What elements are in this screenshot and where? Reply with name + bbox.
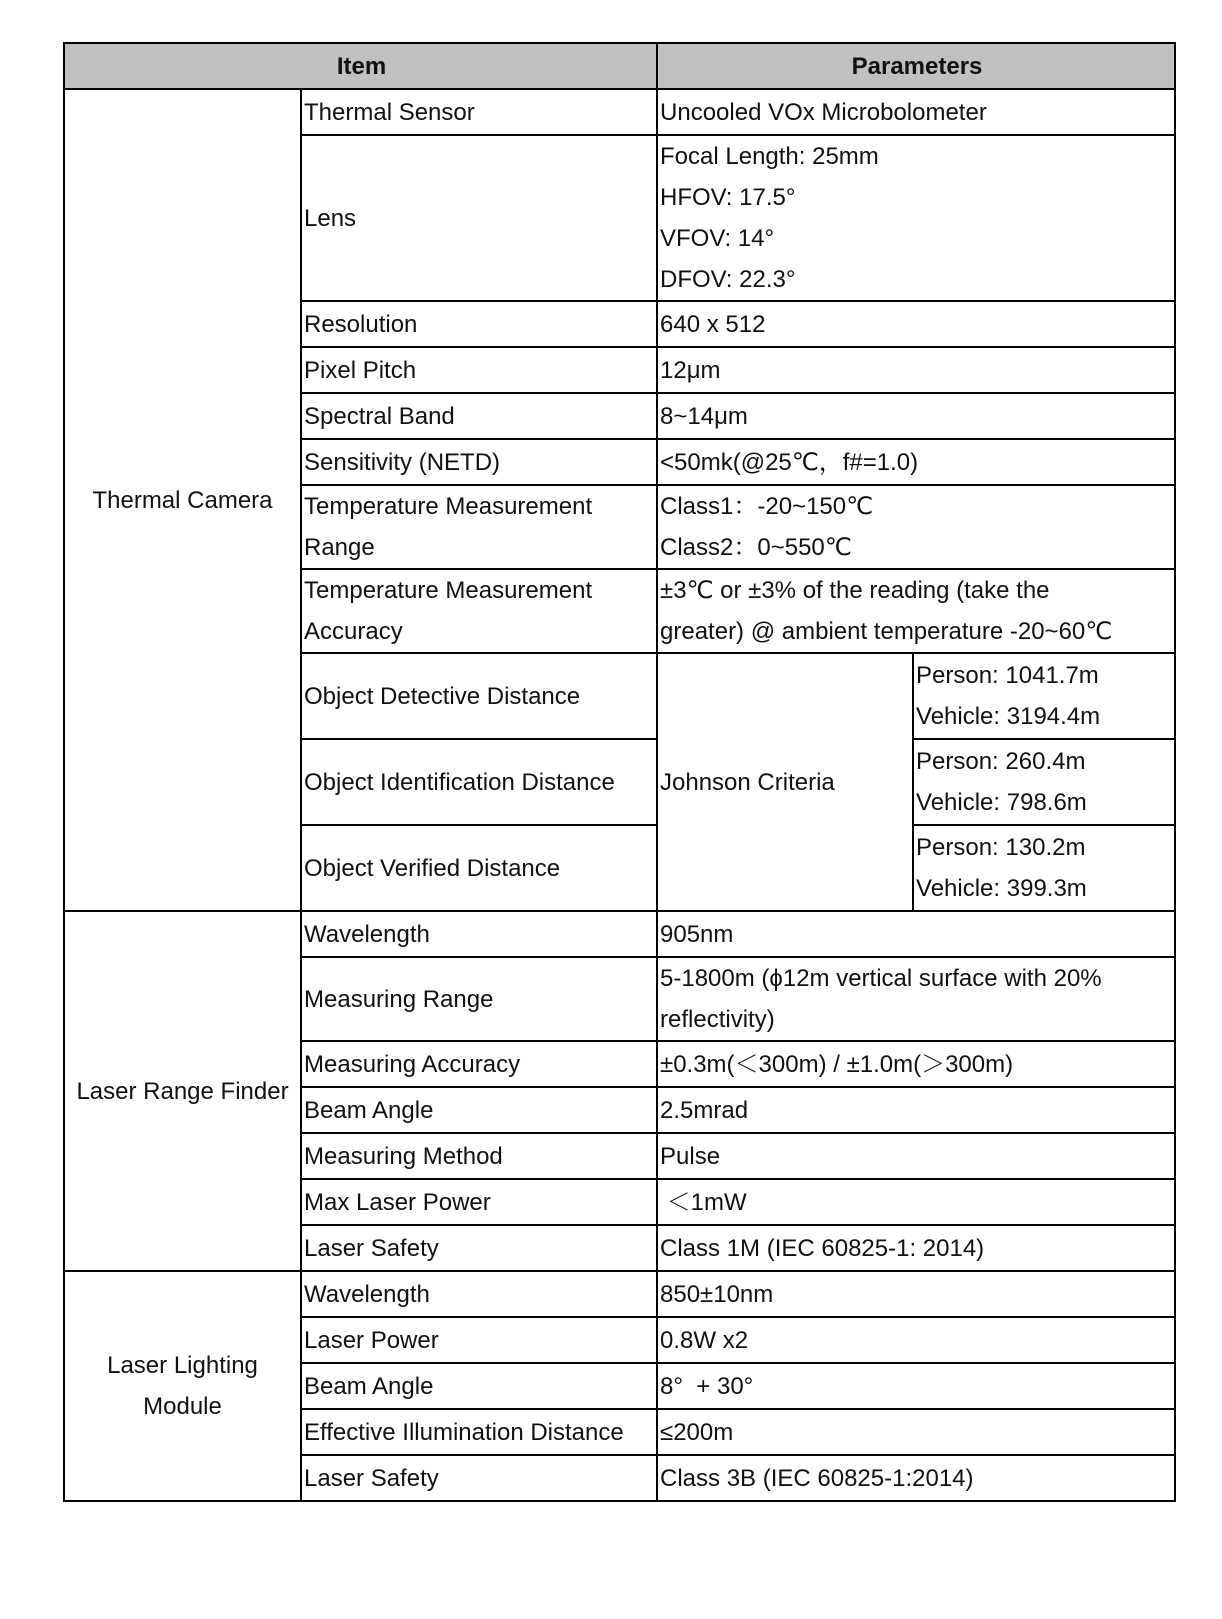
param-value: ≤200m bbox=[657, 1409, 1175, 1455]
param-value: 0.8W x2 bbox=[657, 1317, 1175, 1363]
item-label: Wavelength bbox=[301, 911, 657, 957]
param-line: VFOV: 14° bbox=[660, 225, 775, 252]
param-line: ±3℃ or ±3% of the reading (take the bbox=[660, 577, 1050, 604]
category-thermal-camera: Thermal Camera bbox=[64, 89, 301, 911]
param-line: DFOV: 22.3° bbox=[660, 266, 796, 293]
item-label: Spectral Band bbox=[301, 393, 657, 439]
param-value: 640 x 512 bbox=[657, 301, 1175, 347]
item-label: Lens bbox=[301, 135, 657, 301]
vehicle-distance: Vehicle: 3194.4m bbox=[916, 703, 1101, 730]
item-label: Object Identification Distance bbox=[301, 739, 657, 825]
param-value bbox=[657, 957, 1175, 1041]
specification-table bbox=[63, 42, 1176, 1502]
distance-value bbox=[913, 825, 1175, 911]
header-item: Item bbox=[64, 43, 657, 89]
param-line: reflectivity) bbox=[660, 1006, 775, 1033]
category-laser-range-finder: Laser Range Finder bbox=[64, 911, 301, 1271]
item-line: Range bbox=[304, 534, 375, 561]
param-value: 8~14μm bbox=[657, 393, 1175, 439]
param-value: Pulse bbox=[657, 1133, 1175, 1179]
param-value: Class 3B (IEC 60825-1:2014) bbox=[657, 1455, 1175, 1501]
item-label: Max Laser Power bbox=[301, 1179, 657, 1225]
param-line: Class1：-20~150℃ bbox=[660, 493, 874, 520]
param-line: Class2：0~550℃ bbox=[660, 534, 852, 561]
table-row bbox=[64, 911, 1175, 957]
item-label: Effective Illumination Distance bbox=[301, 1409, 657, 1455]
param-value: 905nm bbox=[657, 911, 1175, 957]
item-label: Measuring Range bbox=[301, 957, 657, 1041]
category-laser-lighting-module bbox=[64, 1271, 301, 1501]
category-line: Module bbox=[143, 1393, 222, 1420]
item-line: Temperature Measurement bbox=[304, 493, 593, 520]
vehicle-distance: Vehicle: 399.3m bbox=[916, 875, 1087, 902]
param-value: 2.5mrad bbox=[657, 1087, 1175, 1133]
item-label: Resolution bbox=[301, 301, 657, 347]
person-distance: Person: 130.2m bbox=[916, 834, 1086, 861]
item-label bbox=[301, 569, 657, 653]
item-label: Object Verified Distance bbox=[301, 825, 657, 911]
item-line: Temperature Measurement bbox=[304, 577, 593, 604]
param-value bbox=[657, 485, 1175, 569]
distance-value bbox=[913, 739, 1175, 825]
param-line: 5-1800m (ϕ12m vertical surface with 20% bbox=[660, 965, 1102, 992]
table-row bbox=[64, 1271, 1175, 1317]
item-label: Sensitivity (NETD) bbox=[301, 439, 657, 485]
item-label: Laser Safety bbox=[301, 1455, 657, 1501]
param-value: Class 1M (IEC 60825-1: 2014) bbox=[657, 1225, 1175, 1271]
vehicle-distance: Vehicle: 798.6m bbox=[916, 789, 1087, 816]
table-row bbox=[64, 89, 1175, 135]
item-label: Pixel Pitch bbox=[301, 347, 657, 393]
param-value bbox=[657, 135, 1175, 301]
header-row bbox=[64, 43, 1175, 89]
item-label: Laser Safety bbox=[301, 1225, 657, 1271]
param-value bbox=[657, 569, 1175, 653]
person-distance: Person: 1041.7m bbox=[916, 662, 1099, 689]
param-value: Uncooled VOx Microbolometer bbox=[657, 89, 1175, 135]
param-value: 8° + 30° bbox=[657, 1363, 1175, 1409]
param-value: ±0.3m(＜300m) / ±1.0m(＞300m) bbox=[657, 1041, 1175, 1087]
param-line: HFOV: 17.5° bbox=[660, 184, 796, 211]
item-label: Thermal Sensor bbox=[301, 89, 657, 135]
item-label: Measuring Method bbox=[301, 1133, 657, 1179]
item-label: Laser Power bbox=[301, 1317, 657, 1363]
param-value: 12μm bbox=[657, 347, 1175, 393]
item-line: Accuracy bbox=[304, 618, 403, 645]
item-label bbox=[301, 485, 657, 569]
param-value: ＜1mW bbox=[657, 1179, 1175, 1225]
item-label: Beam Angle bbox=[301, 1363, 657, 1409]
distance-value bbox=[913, 653, 1175, 739]
item-label: Object Detective Distance bbox=[301, 653, 657, 739]
param-line: Focal Length: 25mm bbox=[660, 143, 879, 170]
item-label: Wavelength bbox=[301, 1271, 657, 1317]
item-label: Measuring Accuracy bbox=[301, 1041, 657, 1087]
item-label: Beam Angle bbox=[301, 1087, 657, 1133]
param-line: greater) @ ambient temperature -20~60℃ bbox=[660, 618, 1113, 645]
param-value: 850±10nm bbox=[657, 1271, 1175, 1317]
category-line: Laser Lighting bbox=[107, 1352, 258, 1379]
person-distance: Person: 260.4m bbox=[916, 748, 1086, 775]
param-value: <50mk(@25℃，f#=1.0) bbox=[657, 439, 1175, 485]
header-parameters: Parameters bbox=[657, 43, 1175, 89]
johnson-criteria-label: Johnson Criteria bbox=[657, 653, 913, 911]
